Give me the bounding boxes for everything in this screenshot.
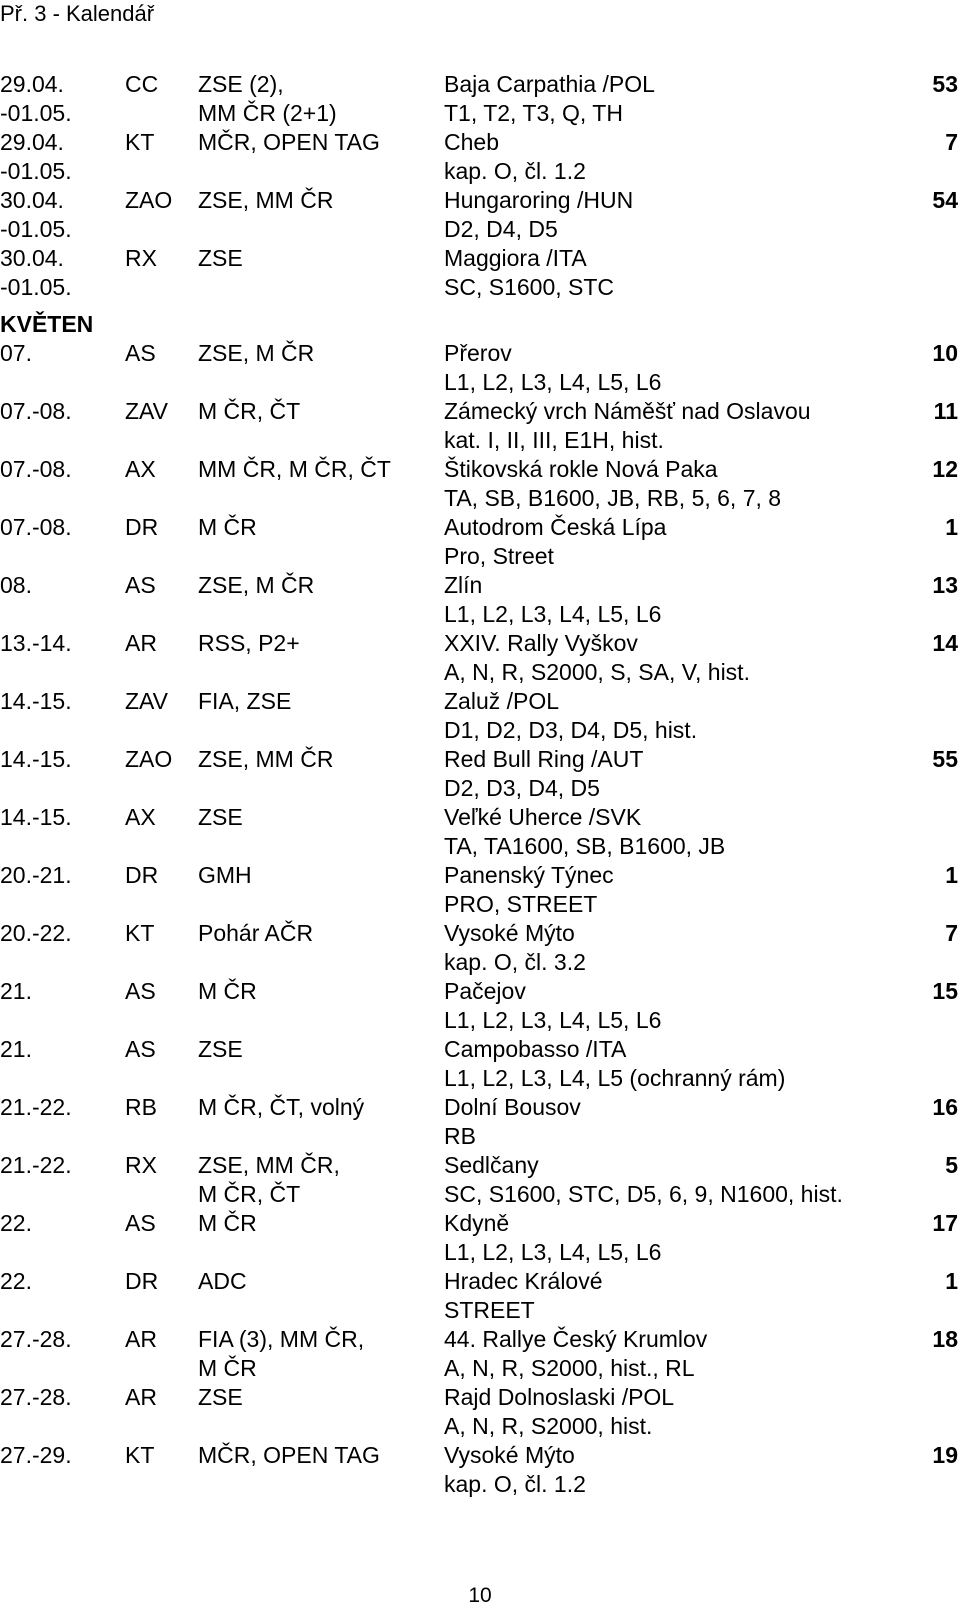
event-venue: Přerov xyxy=(444,340,512,366)
month-heading xyxy=(0,302,960,339)
event-championship-cont: M ČR xyxy=(198,1355,257,1381)
event-type: ZAO xyxy=(125,746,173,772)
event-classes: A, N, R, S2000, hist., RL xyxy=(444,1355,695,1381)
event-type: AS xyxy=(125,572,156,598)
event-date: 13.-14. xyxy=(0,630,72,656)
calendar-row xyxy=(0,1441,960,1499)
event-date: 30.04. xyxy=(0,245,64,271)
event-classes: L1, L2, L3, L4, L5, L6 xyxy=(444,1239,662,1265)
event-venue: Baja Carpathia /POL xyxy=(444,71,655,97)
calendar-row xyxy=(0,1209,960,1267)
event-date: 08. xyxy=(0,572,32,598)
calendar-row xyxy=(0,244,960,302)
event-date: 21. xyxy=(0,978,32,1004)
calendar-row xyxy=(0,1267,960,1325)
event-date: 30.04. xyxy=(0,187,64,213)
event-type: KT xyxy=(125,1442,155,1468)
event-venue: Zlín xyxy=(444,572,483,598)
event-page-ref: 17 xyxy=(932,1210,958,1236)
event-type: AX xyxy=(125,804,156,830)
event-classes: kap. O, čl. 1.2 xyxy=(444,158,586,184)
event-venue: Autodrom Česká Lípa xyxy=(444,514,667,540)
event-page-ref: 15 xyxy=(932,978,958,1004)
event-page-ref: 1 xyxy=(945,862,958,888)
event-date-end: -01.05. xyxy=(0,158,72,184)
event-championship: M ČR xyxy=(198,1210,257,1236)
event-date: 21. xyxy=(0,1036,32,1062)
calendar-row xyxy=(0,629,960,687)
event-venue: 44. Rallye Český Krumlov xyxy=(444,1326,708,1352)
event-date: 07. xyxy=(0,340,32,366)
event-championship: ZSE xyxy=(198,245,243,271)
event-venue: XXIV. Rally Vyškov xyxy=(444,630,638,656)
event-date: 20.-21. xyxy=(0,862,72,888)
event-championship: FIA, ZSE xyxy=(198,688,292,714)
event-type: AR xyxy=(125,1326,157,1352)
calendar-row xyxy=(0,977,960,1035)
event-classes: A, N, R, S2000, hist. xyxy=(444,1413,653,1439)
calendar-row xyxy=(0,1383,960,1441)
event-date-end: -01.05. xyxy=(0,100,72,126)
event-type: AR xyxy=(125,1384,157,1410)
event-classes: D1, D2, D3, D4, D5, hist. xyxy=(444,717,698,743)
calendar-row xyxy=(0,1151,960,1209)
event-date: 29.04. xyxy=(0,71,64,97)
page-number: 10 xyxy=(468,1584,492,1607)
calendar-row xyxy=(0,861,960,919)
calendar-row xyxy=(0,1325,960,1383)
calendar-row xyxy=(0,397,960,455)
event-type: AX xyxy=(125,456,156,482)
month-label: KVĚTEN xyxy=(0,311,94,337)
event-classes: A, N, R, S2000, S, SA, V, hist. xyxy=(444,659,750,685)
event-page-ref: 12 xyxy=(932,456,958,482)
event-date-end: -01.05. xyxy=(0,274,72,300)
event-championship: ZSE (2), xyxy=(198,71,284,97)
event-venue: Pačejov xyxy=(444,978,526,1004)
calendar-row xyxy=(0,919,960,977)
event-venue: Hungaroring /HUN xyxy=(444,187,634,213)
event-championship: ZSE, MM ČR xyxy=(198,187,334,213)
event-page-ref: 53 xyxy=(932,71,958,97)
event-classes: D2, D4, D5 xyxy=(444,216,558,242)
event-classes: L1, L2, L3, L4, L5, L6 xyxy=(444,601,662,627)
event-championship-cont: M ČR, ČT xyxy=(198,1181,301,1207)
event-classes: T1, T2, T3, Q, TH xyxy=(444,100,623,126)
calendar-row xyxy=(0,745,960,803)
event-classes: TA, TA1600, SB, B1600, JB xyxy=(444,833,726,859)
event-type: DR xyxy=(125,1268,159,1294)
event-classes: SC, S1600, STC xyxy=(444,274,615,300)
event-page-ref: 1 xyxy=(945,1268,958,1294)
event-venue: Red Bull Ring /AUT xyxy=(444,746,644,772)
event-page-ref: 55 xyxy=(932,746,958,772)
calendar-row xyxy=(0,186,960,244)
event-type: RX xyxy=(125,245,157,271)
event-championship: ZSE xyxy=(198,1384,243,1410)
event-type: ZAO xyxy=(125,187,173,213)
event-page-ref: 14 xyxy=(932,630,958,656)
event-championship: ZSE, MM ČR xyxy=(198,746,334,772)
event-venue: Hradec Králové xyxy=(444,1268,603,1294)
event-venue: Vysoké Mýto xyxy=(444,920,575,946)
event-page-ref: 11 xyxy=(933,398,958,424)
event-classes: SC, S1600, STC, D5, 6, 9, N1600, hist. xyxy=(444,1181,843,1207)
event-date: 22. xyxy=(0,1268,32,1294)
event-date: 27.-28. xyxy=(0,1384,72,1410)
event-date: 22. xyxy=(0,1210,32,1236)
event-championship: M ČR, ČT xyxy=(198,398,301,424)
event-page-ref: 1 xyxy=(945,514,958,540)
event-type: AS xyxy=(125,978,156,1004)
event-championship: MČR, OPEN TAG xyxy=(198,129,380,155)
event-page-ref: 7 xyxy=(945,129,958,155)
event-date: 21.-22. xyxy=(0,1152,72,1178)
event-type: AS xyxy=(125,340,156,366)
event-championship: ADC xyxy=(198,1268,247,1294)
event-venue: Zaluž /POL xyxy=(444,688,560,714)
event-page-ref: 7 xyxy=(945,920,958,946)
calendar-row xyxy=(0,571,960,629)
event-type: ZAV xyxy=(125,688,169,714)
event-championship: M ČR, ČT, volný xyxy=(198,1094,365,1120)
event-date: 27.-28. xyxy=(0,1326,72,1352)
event-venue: Zámecký vrch Náměšť nad Oslavou xyxy=(444,398,811,424)
event-classes: D2, D3, D4, D5 xyxy=(444,775,600,801)
event-type: RB xyxy=(125,1094,157,1120)
event-type: AR xyxy=(125,630,157,656)
event-venue: Cheb xyxy=(444,129,499,155)
event-venue: Panenský Týnec xyxy=(444,862,614,888)
calendar-row xyxy=(0,339,960,397)
event-type: CC xyxy=(125,71,159,97)
event-venue: Campobasso /ITA xyxy=(444,1036,627,1062)
event-date: 07.-08. xyxy=(0,514,72,540)
event-date: 21.-22. xyxy=(0,1094,72,1120)
event-type: RX xyxy=(125,1152,157,1178)
event-classes: kat. I, II, III, E1H, hist. xyxy=(444,427,664,453)
event-championship: MM ČR, M ČR, ČT xyxy=(198,456,391,482)
event-championship-cont: MM ČR (2+1) xyxy=(198,100,337,126)
calendar-row xyxy=(0,1093,960,1151)
event-page-ref: 5 xyxy=(945,1152,958,1178)
event-date: 29.04. xyxy=(0,129,64,155)
event-venue: Kdyně xyxy=(444,1210,510,1236)
calendar-row xyxy=(0,455,960,513)
event-championship: M ČR xyxy=(198,514,257,540)
event-classes: STREET xyxy=(444,1297,535,1323)
event-championship: RSS, P2+ xyxy=(198,630,300,656)
event-date: 07.-08. xyxy=(0,456,72,482)
calendar-row xyxy=(0,513,960,571)
event-date: 14.-15. xyxy=(0,746,72,772)
event-championship: ZSE, MM ČR, xyxy=(198,1152,340,1178)
calendar-row xyxy=(0,1035,960,1093)
event-championship: ZSE xyxy=(198,1036,243,1062)
event-venue: Rajd Dolnoslaski /POL xyxy=(444,1384,675,1410)
event-classes: RB xyxy=(444,1123,476,1149)
event-championship: ZSE, M ČR xyxy=(198,572,315,598)
event-classes: TA, SB, B1600, JB, RB, 5, 6, 7, 8 xyxy=(444,485,782,511)
event-date: 07.-08. xyxy=(0,398,72,424)
event-classes: L1, L2, L3, L4, L5, L6 xyxy=(444,369,662,395)
event-venue: Veľké Uherce /SVK xyxy=(444,804,642,830)
event-date: 27.-29. xyxy=(0,1442,72,1468)
event-page-ref: 18 xyxy=(932,1326,958,1352)
calendar-row xyxy=(0,128,960,186)
event-type: KT xyxy=(125,920,155,946)
event-date: 14.-15. xyxy=(0,804,72,830)
event-venue: Sedlčany xyxy=(444,1152,539,1178)
event-type: DR xyxy=(125,514,159,540)
event-classes: Pro, Street xyxy=(444,543,554,569)
event-classes: L1, L2, L3, L4, L5 (ochranný rám) xyxy=(444,1065,786,1091)
event-championship: M ČR xyxy=(198,978,257,1004)
event-venue: Vysoké Mýto xyxy=(444,1442,575,1468)
event-venue: Štikovská rokle Nová Paka xyxy=(444,456,718,482)
calendar-table xyxy=(0,70,960,1499)
event-type: AS xyxy=(125,1036,156,1062)
event-championship: MČR, OPEN TAG xyxy=(198,1442,380,1468)
calendar-row xyxy=(0,687,960,745)
event-page-ref: 19 xyxy=(932,1442,958,1468)
event-date-end: -01.05. xyxy=(0,216,72,242)
event-classes: L1, L2, L3, L4, L5, L6 xyxy=(444,1007,662,1033)
event-type: DR xyxy=(125,862,159,888)
event-championship: GMH xyxy=(198,862,252,888)
event-championship: Pohár AČR xyxy=(198,920,314,946)
event-page-ref: 13 xyxy=(932,572,958,598)
event-page-ref: 16 xyxy=(932,1094,958,1120)
event-venue: Dolní Bousov xyxy=(444,1094,581,1120)
page-title: Př. 3 - Kalendář xyxy=(0,1,155,26)
event-championship: ZSE, M ČR xyxy=(198,340,315,366)
event-type: KT xyxy=(125,129,155,155)
calendar-row xyxy=(0,70,960,128)
event-page-ref: 54 xyxy=(932,187,958,213)
event-classes: kap. O, čl. 1.2 xyxy=(444,1471,586,1497)
event-championship: FIA (3), MM ČR, xyxy=(198,1326,365,1352)
calendar-row xyxy=(0,803,960,861)
event-date: 14.-15. xyxy=(0,688,72,714)
event-date: 20.-22. xyxy=(0,920,72,946)
event-type: AS xyxy=(125,1210,156,1236)
event-classes: PRO, STREET xyxy=(444,891,598,917)
event-championship: ZSE xyxy=(198,804,243,830)
event-type: ZAV xyxy=(125,398,169,424)
event-classes: kap. O, čl. 3.2 xyxy=(444,949,586,975)
event-page-ref: 10 xyxy=(932,340,958,366)
event-venue: Maggiora /ITA xyxy=(444,245,587,271)
